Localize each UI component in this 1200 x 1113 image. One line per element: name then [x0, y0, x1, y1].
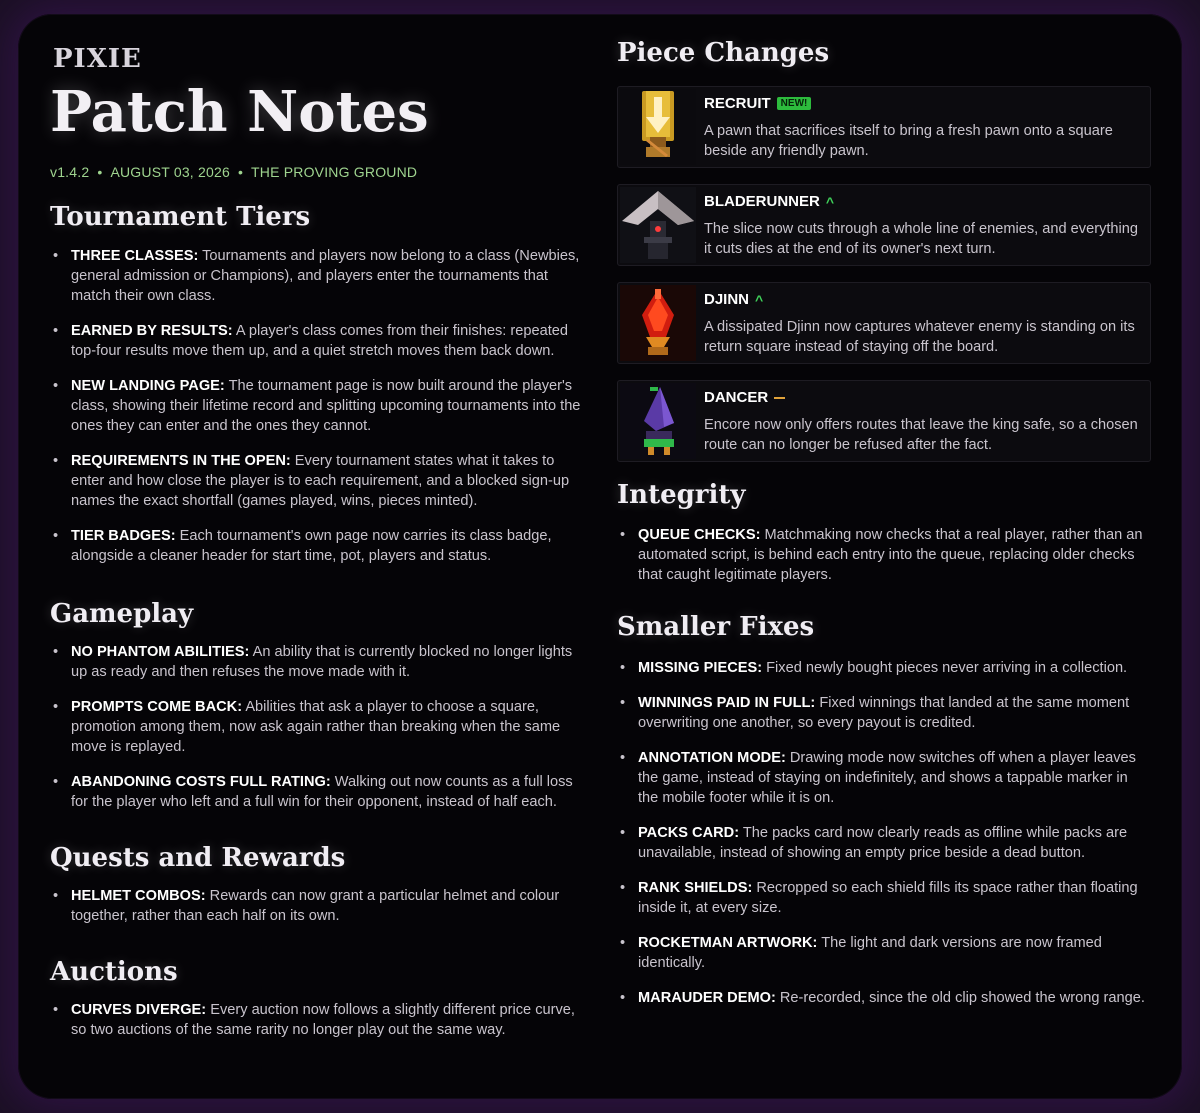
piece-name: DJINN — [704, 291, 750, 308]
note-label: CURVES DIVERGE: — [71, 1002, 207, 1018]
release-meta — [50, 164, 590, 180]
note-text: Recropped so each shield fills its space rather than floating inside it, at every size. — [638, 880, 1138, 916]
new-badge: NEW! — [777, 97, 812, 110]
note-label: REQUIREMENTS IN THE OPEN: — [71, 453, 291, 469]
piece-list — [617, 86, 1151, 462]
note-item — [617, 878, 1151, 918]
piece-description: Encore now only offers routes that leave the king safe, so a chosen route can no longer be refused after the fact. — [704, 417, 1138, 453]
piece-name-row — [704, 95, 811, 112]
chevron-up-icon: ^ — [755, 291, 764, 308]
piece-card-bladerunner[interactable] — [617, 184, 1151, 266]
note-text: Fixed winnings that landed at the same moment overwriting one another, so every payout is credited. — [638, 695, 1130, 731]
separator-dot: • — [97, 164, 103, 180]
dash-icon — [774, 397, 785, 399]
piece-description: A pawn that sacrifices itself to bring a fresh pawn onto a square beside any friendly pawn. — [704, 123, 1113, 159]
piece-description: The slice now cuts through a whole line of enemies, and everything it cuts dies at the end of its owner's next turn. — [704, 221, 1139, 257]
section-heading: Smaller Fixes — [617, 612, 815, 642]
section-heading: Gameplay — [50, 599, 194, 629]
note-list — [50, 886, 590, 926]
bladerunner-piece-icon — [620, 187, 696, 263]
note-text: Each tournament's own page now carries its class badge, alongside a cleaner header for start time, pot, players and status. — [71, 528, 552, 564]
note-list — [617, 658, 1151, 1008]
section-heading: Tournament Tiers — [50, 202, 311, 232]
note-list — [617, 525, 1151, 585]
note-label: MARAUDER DEMO: — [638, 990, 776, 1006]
note-list — [50, 642, 590, 812]
right-column — [617, 36, 1151, 1008]
piece-name: BLADERUNNER — [704, 193, 820, 210]
note-text: The packs card now clearly reads as offline while packs are unavailable, instead of showing an empty price beside a dead button. — [638, 825, 1128, 861]
note-item — [50, 526, 590, 566]
note-item — [50, 376, 590, 436]
note-text: Matchmaking now checks that a real player, rather than an automated script, is behind each entry into the queue, replacing older checks that caught legitimate players. — [638, 527, 1143, 583]
note-text: Rewards can now grant a particular helmet and colour together, rather than each half on its own. — [71, 888, 560, 924]
note-item — [617, 823, 1151, 863]
note-label: PACKS CARD: — [638, 825, 740, 841]
note-label: QUEUE CHECKS: — [638, 527, 761, 543]
note-label: MISSING PIECES: — [638, 660, 763, 676]
section-heading: Integrity — [617, 480, 746, 510]
section-heading: Piece Changes — [617, 38, 830, 68]
piece-card-djinn[interactable] — [617, 282, 1151, 364]
release-subtitle: THE PROVING GROUND — [251, 164, 418, 180]
note-label: EARNED BY RESULTS: — [71, 323, 233, 339]
release-date: AUGUST 03, 2026 — [110, 164, 230, 180]
note-label: HELMET COMBOS: — [71, 888, 206, 904]
note-label: WINNINGS PAID IN FULL: — [638, 695, 816, 711]
note-text: Every auction now follows a slightly different price curve, so two auctions of the same rarity no longer play out the same way. — [71, 1002, 575, 1038]
piece-name-row — [704, 389, 785, 406]
note-label: ROCKETMAN ARTWORK: — [638, 935, 818, 951]
pixie-logo: PIXIE — [53, 44, 142, 74]
note-item — [617, 658, 1151, 678]
left-column — [50, 40, 590, 1040]
note-item — [50, 451, 590, 511]
note-text: Tournaments and players now belong to a class (Newbies, general admission or Champions), and players enter the tournaments that match their own class. — [71, 248, 580, 304]
note-list — [50, 246, 590, 566]
note-item — [617, 748, 1151, 808]
page-title: Patch Notes — [50, 79, 429, 145]
note-label: ABANDONING COSTS FULL RATING: — [71, 774, 331, 790]
section-heading: Quests and Rewards — [50, 843, 346, 873]
note-list — [50, 1000, 590, 1040]
note-item — [50, 321, 590, 361]
note-text: Walking out now counts as a full loss for the player who left and a full win for their opponent, instead of half each. — [71, 774, 573, 810]
separator-dot: • — [237, 164, 244, 180]
note-item — [50, 697, 590, 757]
note-label: RANK SHIELDS: — [638, 880, 753, 896]
note-label: NO PHANTOM ABILITIES: — [71, 644, 250, 660]
note-text: Drawing mode now switches off when a player leaves the game, instead of staying on indefinitely, and shows a tappable marker in the mobile footer while it is on. — [638, 750, 1136, 806]
version-label: v1.4.2 — [50, 164, 90, 180]
piece-card-recruit[interactable] — [617, 86, 1151, 168]
djinn-piece-icon — [620, 285, 696, 361]
note-text: Re-recorded, since the old clip showed the wrong range. — [775, 990, 1145, 1006]
piece-name: RECRUIT — [704, 95, 771, 112]
note-item — [50, 642, 590, 682]
dancer-piece-icon — [620, 383, 696, 459]
piece-description: A dissipated Djinn now captures whatever enemy is standing on its return square instead of staying off the board. — [704, 319, 1135, 355]
piece-name: DANCER — [704, 389, 769, 406]
note-text: Fixed newly bought pieces never arriving in a collection. — [762, 660, 1128, 676]
note-label: PROMPTS COME BACK: — [71, 699, 243, 715]
piece-card-dancer[interactable] — [617, 380, 1151, 462]
note-item — [50, 246, 590, 306]
section-heading: Auctions — [50, 957, 178, 987]
note-text: Abilities that ask a player to choose a square, promotion among them, now ask again rather than breaking when the same move is replayed. — [71, 699, 561, 755]
note-text: Every tournament states what it takes to enter and how close the player is to each requirement, and a blocked sign-up names the exact shortfall (games played, wins, pieces minted). — [71, 453, 570, 509]
note-item — [617, 525, 1151, 585]
note-label: NEW LANDING PAGE: — [71, 378, 225, 394]
piece-name-row — [704, 291, 763, 308]
note-label: ANNOTATION MODE: — [638, 750, 786, 766]
note-text: A player's class comes from their finishes: repeated top-four results move them up, and a quiet stretch moves them back down. — [71, 323, 568, 359]
note-text: The tournament page is now built around the player's class, showing their lifetime record and splitting upcoming tournaments into the ones they can enter and the ones they cannot. — [71, 378, 581, 434]
recruit-piece-icon — [620, 89, 696, 165]
patch-notes-panel — [18, 14, 1182, 1099]
piece-name-row — [704, 193, 834, 210]
note-item — [50, 772, 590, 812]
note-label: THREE CLASSES: — [71, 248, 199, 264]
note-item — [617, 988, 1151, 1008]
note-item — [617, 693, 1151, 733]
note-item — [617, 933, 1151, 973]
note-text: The light and dark versions are now framed identically. — [638, 935, 1102, 971]
chevron-up-icon: ^ — [825, 193, 835, 210]
note-item — [50, 1000, 590, 1040]
note-item — [50, 886, 590, 926]
note-label: TIER BADGES: — [71, 528, 176, 544]
note-text: An ability that is currently blocked no longer lights up as ready and then refuses the move made with it. — [71, 644, 573, 680]
